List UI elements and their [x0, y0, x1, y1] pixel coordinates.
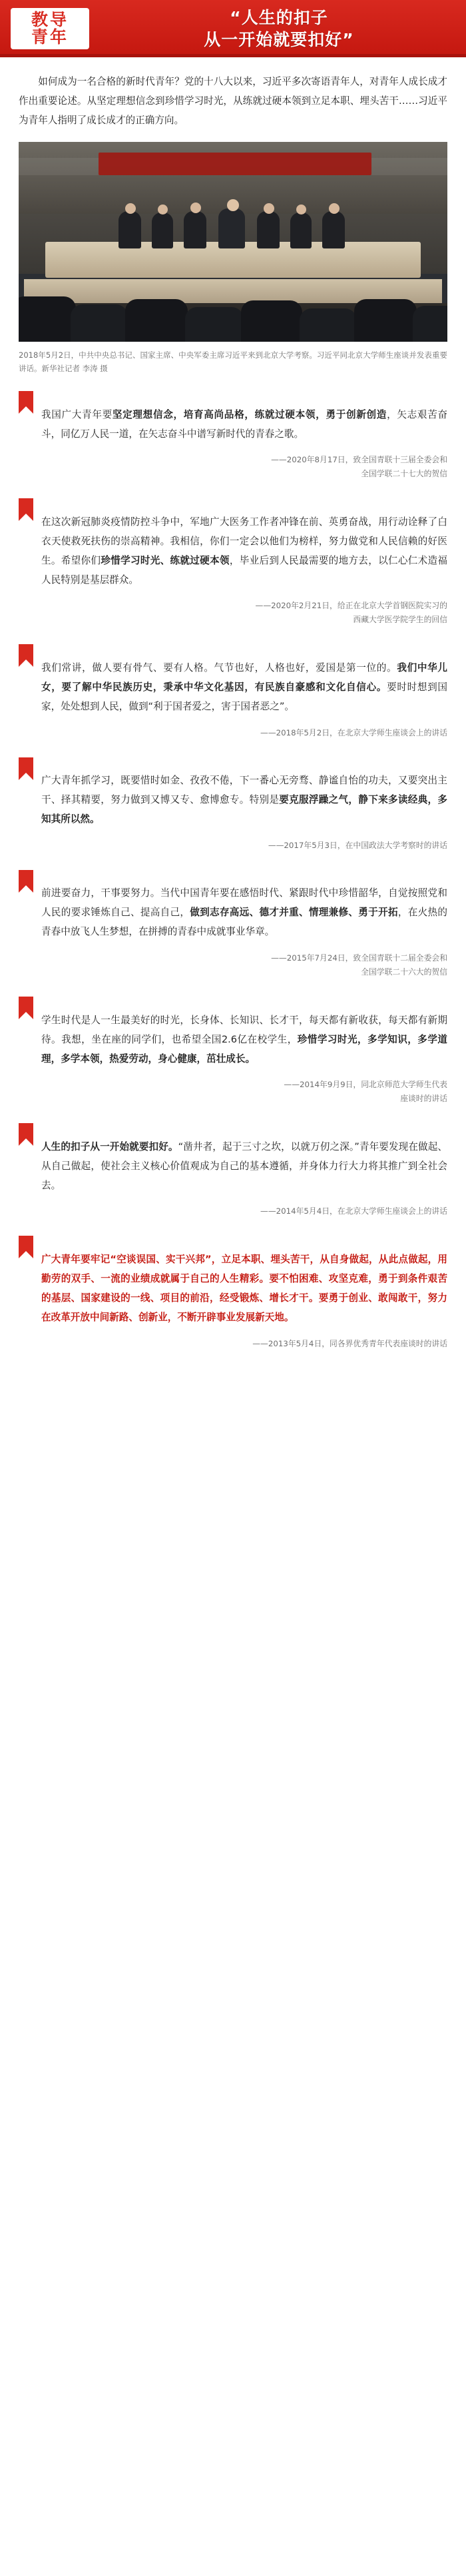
quote-text	[41, 1250, 447, 1327]
quote-block	[19, 498, 447, 627]
article-lede: 如何成为一名合格的新时代青年？党的十八大以来，习近平多次寄语青年人，对青年人成长成才作出重要论述。从坚定理想信念到珍惜学习时光，从练就过硬本领到立足本职、埋头苦干……习近平为青年人指明了成长成才的正确方向。	[19, 76, 447, 126]
quote-emphasis: 珍惜学习时光、练就过硬本领	[101, 554, 230, 566]
page-header-banner	[0, 0, 466, 57]
quote-text	[41, 405, 447, 444]
quote-emphasis: 我们中华儿女，要了解中华民族历史，秉承中华文化基因，有民族自豪感和文化自信心。	[41, 661, 447, 693]
quote-block	[19, 757, 447, 853]
brand-logo	[11, 8, 89, 49]
quote-text	[41, 512, 447, 590]
quote-source: ——2017年5月3日，在中国政法大学考察时的讲话	[268, 840, 447, 850]
quote-block	[19, 870, 447, 979]
brand-logo-line1: 教导	[31, 9, 69, 29]
quote-text	[41, 1137, 447, 1195]
quote-plain: 在这次新冠肺炎疫情防控斗争中，军地广大医务工作者冲锋在前、英勇奋战，用行动诠释了白衣天使救死扶伤的崇高精神。我相信，你们一定会以他们为榜样，努力做党和人民信赖的好医生。希望你们	[41, 516, 447, 566]
quote-block	[19, 644, 447, 739]
photo-red-banner	[99, 153, 371, 175]
quote-plain: 广大青年抓学习，既要惜时如金、孜孜不倦，下一番心无旁骛、静谧自怡的功夫，又要突出主干、择其精要，努力做到又博又专、愈博愈专。特别是	[41, 775, 447, 806]
quote-source: ——2018年5月2日，在北京大学师生座谈会上的讲话	[260, 727, 447, 737]
quote-plain: 我们常讲，做人要有骨气、要有人格。气节也好，人格也好，爱国是第一位的。	[41, 661, 397, 673]
brand-logo-line2: 青年	[31, 27, 69, 47]
quote-flag-icon	[19, 498, 33, 521]
quote-source: ——2014年5月4日，在北京大学师生座谈会上的讲话	[260, 1206, 447, 1216]
quote-plain: ，毕业后到人民最需要的地方去，以仁心仁术造福人民特别是基层群众。	[41, 554, 447, 586]
quote-list	[19, 391, 447, 1351]
quote-flag-icon	[19, 391, 33, 414]
quote-emphasis: 珍惜学习时光，多学知识，多学道理，多学本领，热爱劳动，身心健康，茁壮成长。	[41, 1033, 447, 1065]
quote-text	[41, 883, 447, 941]
quote-emphasis: 要克服浮躁之气，静下来多读经典，多知其所以然。	[41, 794, 447, 825]
quote-block	[19, 997, 447, 1106]
quote-emphasis: 做到志存高远、德才并重、情理兼修、勇于开拓	[190, 907, 398, 919]
quote-source: ——2020年2月21日，给正在北京大学首钢医院实习的 西藏大学医学院学生的回信	[255, 601, 447, 625]
quote-block	[19, 1123, 447, 1218]
quote-flag-icon	[19, 997, 33, 1019]
quote-plain: 学生时代是人一生最美好的时光，长身体、长知识、长才干，每天都有新收获，每天都有新期待。我想，坐在座的同学们，也希望全国2.6亿在校学生，	[41, 1014, 447, 1045]
quote-plain: 前进要奋力，干事要努力。当代中国青年要在感悟时代、紧跟时代中珍惜韶华，自觉按照党和人民的要求锤炼自己、提高自己，	[41, 887, 447, 919]
photo-caption: 2018年5月2日，中共中央总书记、国家主席、中央军委主席习近平来到北京大学考察。习近平同北京大学师生座谈并发表重要讲话。新华社记者 李涛 摄	[19, 350, 447, 373]
quote-plain: “凿井者，起于三寸之坎，以就万仞之深。”青年要发现在做起、从自己做起，使社会主义核心价值观成为自己的基本遵循，并身体力行大力将其推广到全社会去。	[41, 1140, 447, 1191]
quote-flag-icon	[19, 644, 33, 667]
quote-source: ——2020年8月17日，致全国青联十三届全委会和 全国学联二十七大的贺信	[271, 455, 447, 479]
quote-plain: 要时时想到国家，处处想到人民，做到“利于国者爱之，害于国者恶之”。	[41, 681, 447, 712]
article-photo	[19, 142, 447, 342]
quote-emphasis: 广大青年要牢记“空谈误国、实干兴邦”，立足本职、埋头苦干，从自身做起，从此点做起，用勤劳的双手、一流的业绩成就属于自己的人生精彩。要不怕困难、攻坚克难，勇于到条件艰苦的基层、国家建设的一线、项目的前沿，经受锻炼、增长才干。要勇于创业、敢闯敢干，努力在改革开放中间新路、创新业，不断开辟事业发展新天地。	[41, 1253, 447, 1323]
quote-plain: ，矢志艰苦奋斗，同亿万人民一道，在矢志奋斗中谱写新时代的青春之歌。	[41, 408, 447, 440]
quote-flag-icon	[19, 757, 33, 780]
quote-emphasis: 人生的扣子从一开始就要扣好。	[41, 1140, 178, 1152]
quote-flag-icon	[19, 870, 33, 893]
quote-source: ——2015年7月24日，致全国青联十二届全委会和 全国学联二十六大的贺信	[271, 953, 447, 977]
quote-block	[19, 1236, 447, 1350]
quote-emphasis: 坚定理想信念，培育高尚品格，练就过硬本领，勇于创新创造	[112, 408, 387, 420]
article-body	[0, 72, 466, 1395]
quote-block	[19, 391, 447, 481]
quote-flag-icon	[19, 1123, 33, 1146]
page-title: “人生的扣子 从一开始就要扣好”	[204, 8, 354, 49]
quote-text	[41, 1011, 447, 1069]
quote-text	[41, 771, 447, 829]
quote-flag-icon	[19, 1236, 33, 1258]
quote-plain: 我国广大青年要	[41, 408, 113, 420]
quote-plain: ，在火热的青春中放飞人生梦想，在拼搏的青春中成就事业华章。	[41, 907, 447, 938]
quote-source: ——2014年9月9日，同北京师范大学师生代表 座谈时的讲话	[284, 1080, 447, 1104]
quote-source: ——2013年5月4日，同各界优秀青年代表座谈时的讲话	[252, 1338, 447, 1348]
quote-text	[41, 658, 447, 716]
